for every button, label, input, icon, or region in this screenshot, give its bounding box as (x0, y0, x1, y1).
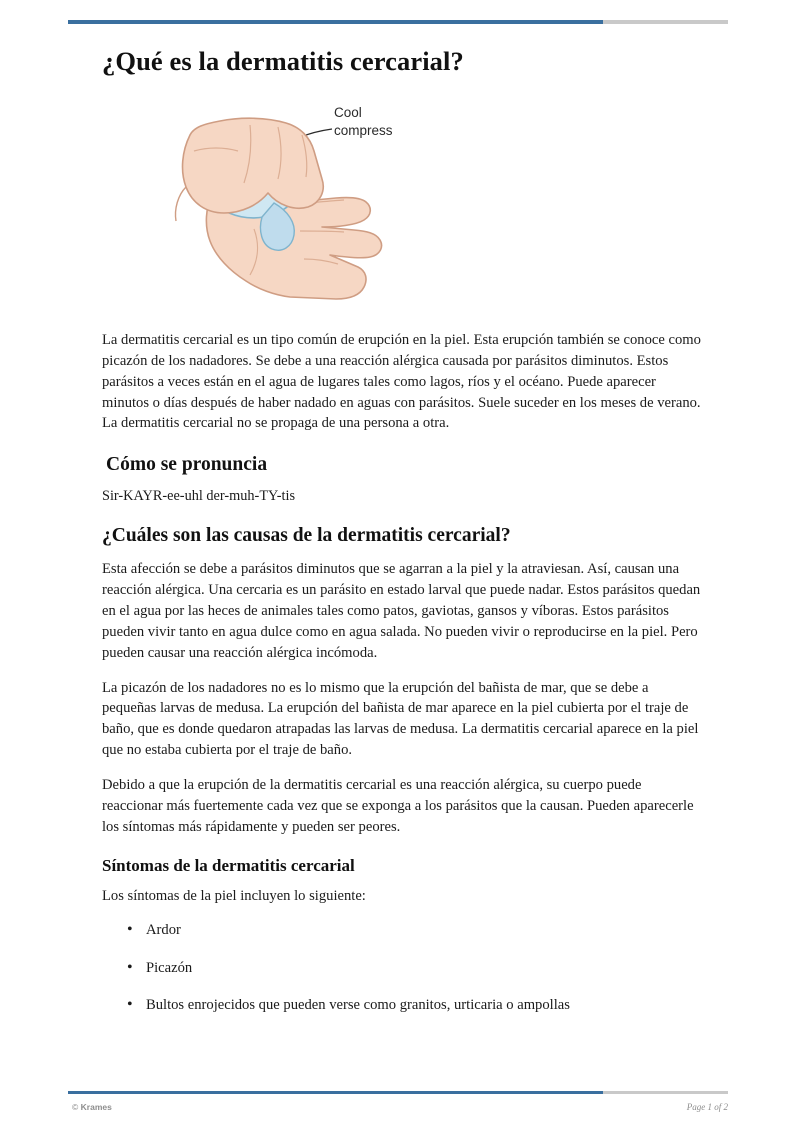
hand-with-cool-compress-icon (154, 99, 534, 314)
pronunciation-text: Sir-KAYR-ee-uhl der-muh-TY-tis (102, 488, 296, 505)
footer-rule-accent (68, 1091, 603, 1094)
figure-label-line1: Cool (334, 105, 362, 120)
document-content (102, 46, 702, 1033)
section-heading-symptoms: Síntomas de la dermatitis cercarial (102, 855, 355, 875)
header-rule (68, 20, 728, 24)
symptoms-lead: Los síntomas de la piel incluyen lo siguiente: (102, 887, 366, 904)
section-heading-causes: ¿Cuáles son las causas de la dermatitis cercarial? (102, 525, 511, 547)
page-title: ¿Qué es la dermatitis cercarial? (102, 46, 464, 76)
list-item: • Bultos enrojecidos que pueden verse como granitos, urticaria o ampollas (144, 995, 702, 1015)
causes-paragraph-2: La picazón de los nadadores no es lo mismo que la erupción del bañista de mar, que se debe a pequeñas larvas de medusa. La erupción del bañista de mar aparece en la piel cubierta por el traje de baño, que es donde quedaron atrapadas las larvas de medusa. La dermatitis cercarial aparece en la piel que no estaba cubierta por el traje de baño. (102, 679, 699, 759)
list-item: • Picazón (144, 958, 702, 978)
intro-paragraph: La dermatitis cercarial es un tipo común de erupción en la piel. Esta erupción también se conoce como picazón de los nadadores. Se debe a una reacción alérgica causada por parásitos diminutos. Estos parásitos a veces están en el agua de lugares tales como lagos, ríos y el océano. Puede aparecer minutos o días después de haber nadado en aguas con parásitos. Suele suceder en los meses de verano. La dermatitis cercarial no se propaga de una persona a otra. (102, 332, 701, 432)
causes-paragraph-3: Debido a que la erupción de la dermatitis cercarial es una reacción alérgica, su cuerpo puede reaccionar más fuertemente cada vez que se exponga a los parásitos que la causan. Pueden aparecerle los síntomas más rápidamente y pueden ser peores. (102, 777, 694, 835)
page-number: Page 1 of 2 (686, 1102, 728, 1112)
symptoms-list (102, 920, 702, 1015)
list-item: • Ardor (144, 920, 702, 940)
copyright-symbol: © (72, 1102, 79, 1112)
footer-copyright (72, 1102, 112, 1112)
publisher-name: Krames (80, 1102, 112, 1112)
section-heading-pronunciation: Cómo se pronuncia (106, 454, 268, 476)
causes-paragraph-1: Esta afección se debe a parásitos diminutos que se agarran a la piel y la atraviesan. Así, causan una reacción alérgica. Una cercaria es un parásito en estado larval que puede nadar. Estos parásitos quedan en el agua por las heces de animales tales como patos, gaviotas, gansos y víboras. Estos parásitos pueden vivir tanto en agua dulce como en agua salada. No pueden vivir o reproducirse en la piel. Pero pueden causar una reacción alérgica incómoda. (102, 561, 701, 661)
figure-label-line2: compress (334, 123, 393, 138)
footer-rule (68, 1091, 728, 1094)
header-rule-accent (68, 20, 603, 24)
illustration-figure (102, 99, 702, 314)
